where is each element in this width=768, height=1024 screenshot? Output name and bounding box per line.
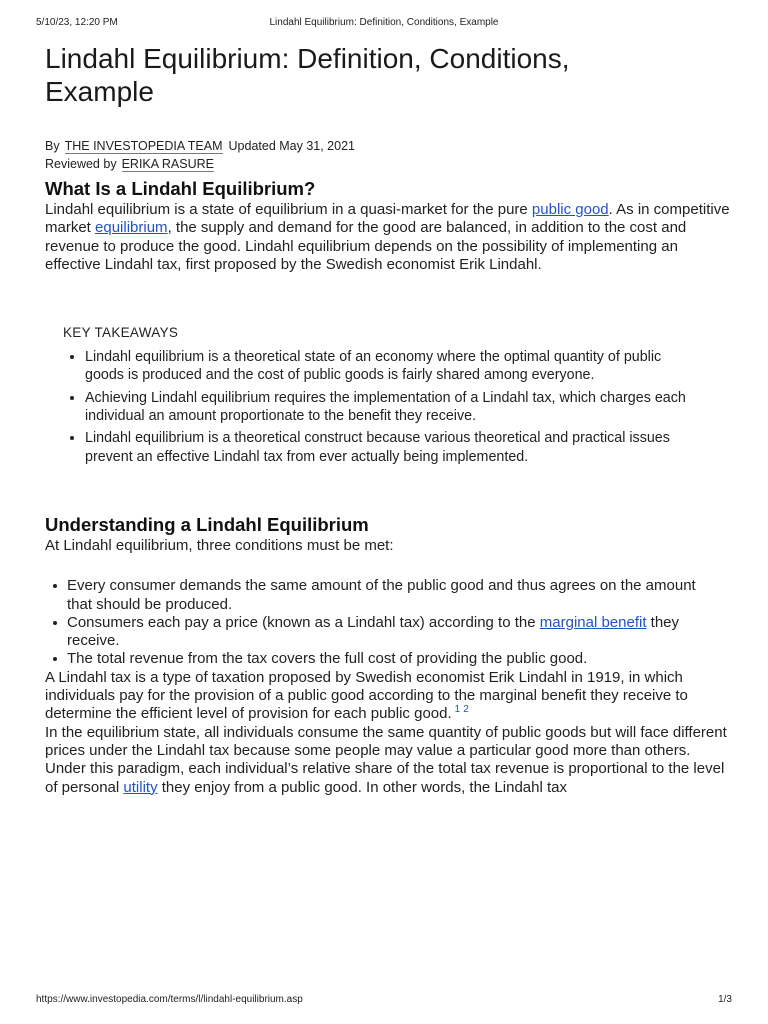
condition-item [67,614,717,651]
condition-text-b: they receive. [67,613,680,650]
intro-text-c: , the supply and demand for the good are balanced, in addition to the cost and revenue to produce the good. Lindahl equilibrium depends on the possibility of implementing an effective Lindahl tax, first proposed by the Swedish economist Erik Lindahl. [45,219,687,273]
key-takeaways-title: KEY TAKEAWAYS [63,325,179,341]
lindahl-tax-text: A Lindahl tax is a type of taxation proposed by Swedish economist Erik Lindahl in 1919, in which individuals pay for the provision of a public good according to the marginal benefit they receive to determine the efficient level of provision for each public good. [45,668,688,723]
takeaway-item: Achieving Lindahl equilibrium requires the implementation of a Lindahl tax, which charges each individual an amount proportionate to the benefit they receive. [85,389,695,426]
print-page-number: 1/3 [718,994,732,1005]
paradigm-text-b: they enjoy from a public good. In other words, the Lindahl tax [157,778,567,796]
article-title: Lindahl Equilibrium: Definition, Conditions, Example [45,43,570,107]
conditions-list [45,577,735,668]
author-line [45,137,735,155]
author-link[interactable]: THE INVESTOPEDIA TEAM [64,139,223,153]
key-takeaways-list [63,348,735,466]
condition-text-a: Consumers each pay a price (known as a Lindahl tax) according to the [67,613,540,631]
byline [45,137,735,173]
by-label: By [45,139,60,153]
reviewed-by-label: Reviewed by [45,157,117,171]
paradigm-text-a: Under this paradigm, each individual’s relative share of the total tax revenue is proportional to the level of personal [45,760,725,796]
equilibrium-state-paragraph: In the equilibrium state, all individuals consume the same quantity of public goods but will face different prices under the Lindahl tax because some people may value a particular good more than others. [45,723,727,759]
footnote-ref-1[interactable]: 1 [454,704,461,716]
print-footer [36,994,732,1008]
paradigm-paragraph [45,760,735,797]
equilibrium-link[interactable]: equilibrium [95,219,168,237]
section-heading-understanding: Understanding a Lindahl Equilibrium [45,513,369,535]
print-url: https://www.investopedia.com/terms/l/lindahl-equilibrium.asp [36,994,303,1005]
footnote-refs [452,704,469,715]
reviewer-link[interactable]: ERIKA RASURE [121,157,214,171]
condition-item: The total revenue from the tax covers the full cost of providing the public good. [67,650,717,668]
intro-text-b: . As in competitive market [45,201,730,237]
footnote-ref-2[interactable]: 2 [463,704,469,716]
public-good-link[interactable]: public good [531,201,609,218]
intro-text-a: Lindahl equilibrium is a state of equilibrium in a quasi-market for the pure [45,201,532,218]
marginal-benefit-link[interactable]: marginal benefit [539,613,647,631]
updated-date: Updated May 31, 2021 [228,139,355,153]
takeaway-item: Lindahl equilibrium is a theoretical construct because various theoretical and practical issues prevent an effective Lindahl tax from ever actually being implemented. [85,429,695,466]
conditions-intro: At Lindahl equilibrium, three conditions must be met: [45,536,394,554]
key-takeaways-box [45,324,735,466]
takeaway-item: Lindahl equilibrium is a theoretical state of an economy where the optimal quantity of public goods is produced and the cost of public goods is fairly shared among everyone. [85,348,695,385]
intro-paragraph [45,201,735,274]
article-content [45,42,735,797]
lindahl-tax-paragraph [45,669,735,724]
reviewer-line [45,155,735,173]
section-heading-what-is: What Is a Lindahl Equilibrium? [45,178,316,199]
print-header [36,17,732,31]
condition-item: Every consumer demands the same amount of the public good and thus agrees on the amount that should be produced. [67,577,717,614]
utility-link[interactable]: utility [123,778,158,796]
print-datetime: 5/10/23, 12:20 PM [36,17,118,28]
print-page-title: Lindahl Equilibrium: Definition, Conditions, Example [269,17,499,28]
